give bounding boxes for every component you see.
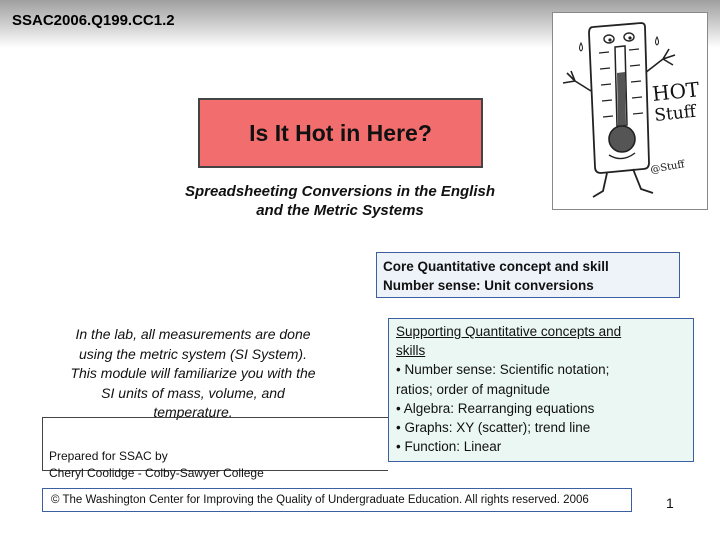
page-title: Is It Hot in Here? [249, 119, 432, 146]
prepared-by-line: Prepared for SSAC by [49, 449, 168, 463]
subtitle-line: Spreadsheeting Conversions in the English [184, 183, 496, 200]
supporting-item: • Number sense: Scientific notation; [396, 362, 610, 378]
supporting-heading: Supporting Quantitative concepts and [396, 324, 622, 339]
supporting-heading: skills [396, 343, 426, 359]
cartoon-caption-stuff: Stuff [653, 101, 697, 126]
supporting-item: • Graphs: XY (scatter); trend line [396, 420, 591, 436]
lab-note-line: In the lab, all measurements are done [75, 326, 311, 342]
lab-note-line: This module will familiarize you with the [70, 365, 316, 381]
cartoon-caption-hot: HOT [651, 77, 701, 106]
page-number: 1 [666, 495, 674, 511]
supporting-item: • Function: Linear [396, 439, 502, 455]
title-box [198, 98, 483, 168]
cartoon-signature: @Stuff [649, 159, 686, 176]
lab-note [48, 325, 338, 423]
prepared-by-box [42, 417, 388, 480]
core-concept-box [376, 252, 680, 298]
prepared-by-author: Cheryl Coolidge - Colby-Sawyer College [49, 466, 264, 480]
supporting-item: ratios; order of magnitude [396, 381, 550, 397]
lab-note-line: SI units of mass, volume, and [101, 384, 285, 401]
core-concept-heading: Core Quantitative concept and skill [383, 259, 609, 274]
copyright-footer: © The Washington Center for Improving the Quality of Undergraduate Education. All rights reserved. 2006 [42, 488, 632, 512]
supporting-concepts-box [388, 318, 694, 462]
supporting-item: • Algebra: Rearranging equations [396, 400, 595, 416]
lab-note-line: temperature. [153, 404, 233, 420]
subtitle [150, 182, 530, 220]
module-code: SSAC2006.Q199.CC1.2 [12, 12, 175, 29]
lab-note-line: using the metric system (SI System). [79, 345, 307, 362]
subtitle-line: and the Metric Systems [256, 202, 424, 219]
core-concept-item: Number sense: Unit conversions [383, 278, 594, 293]
thermometer-cartoon-icon [552, 12, 708, 210]
